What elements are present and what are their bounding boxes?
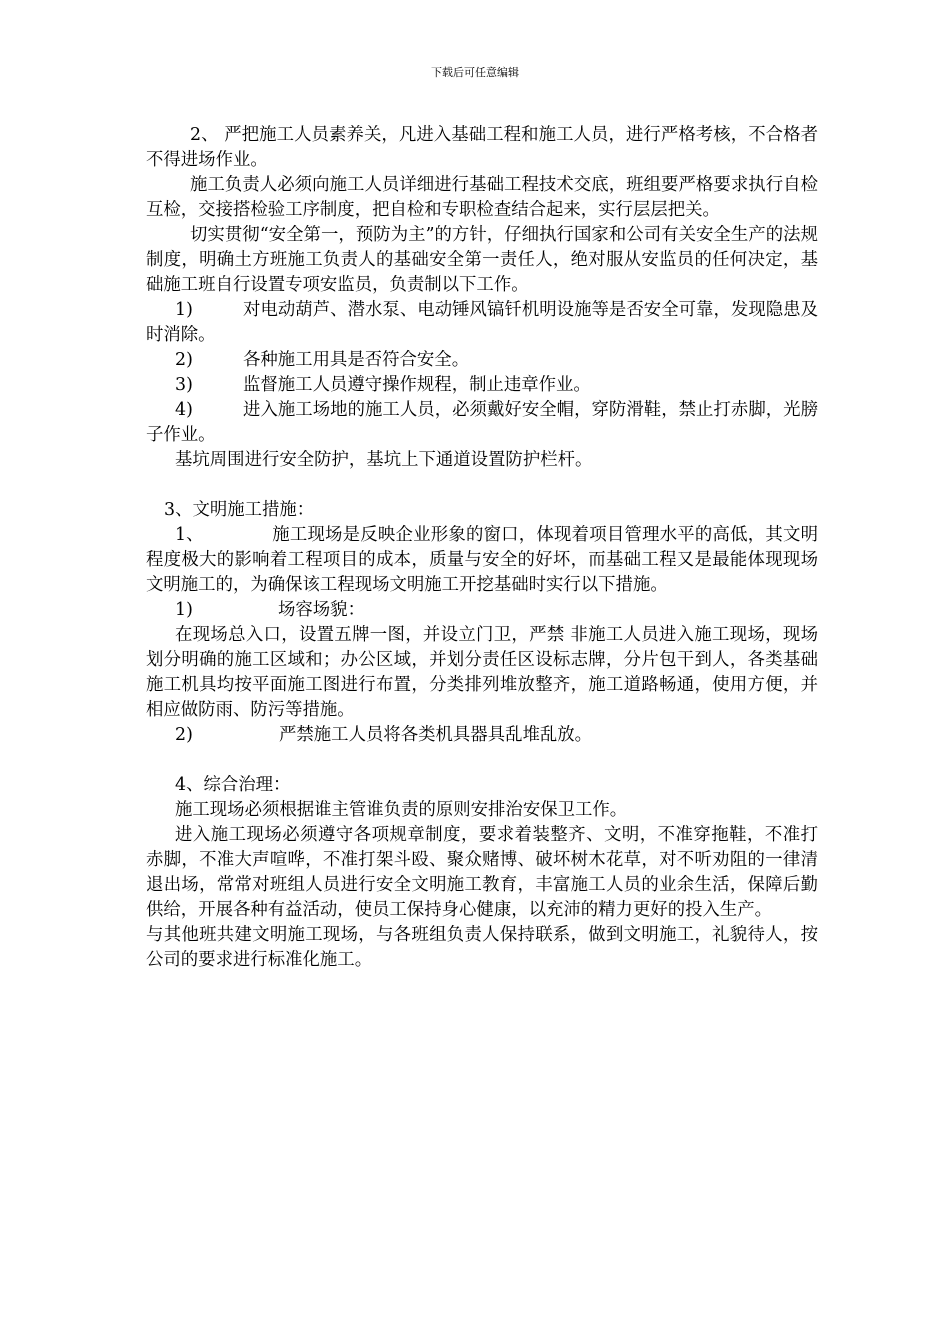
list-number: 2)	[175, 725, 193, 745]
list-text: 进入施工场地的施工人员，必须戴好安全帽，穿防滑鞋，禁止打赤脚，光膀子作业。	[146, 400, 818, 445]
list-item	[146, 598, 818, 623]
list-text: 施工现场是反映企业形象的窗口，体现着项目管理水平的高低，其文明程度极大的影响着工程项目的成本，质量与安全的好坏，而基础工程又是最能体现现场文明施工的，为确保该工程现场文明施工开挖基础时实行以下措施。	[146, 525, 818, 595]
section-title-civilized: 3、文明施工措施：	[164, 500, 315, 520]
page-header: 下载后可任意编辑	[431, 66, 519, 79]
list-number: 2)	[175, 350, 193, 370]
paragraph-tech-briefing: 施工负责人必须向施工人员详细进行基础工程技术交底，班组要严格要求执行自检互检，交接搭检验工序制度，把自检和专职检查结合起来，实行层层把关。	[146, 175, 818, 220]
list-text: 严禁施工人员将各类机具器具乱堆乱放。	[279, 725, 593, 745]
paragraph-site-appearance: 在现场总入口，设置五牌一图，并设立门卫，严禁 非施工人员进入施工现场，现场划分明确的施工区域和；办公区域，并划分责任区设标志牌，分片包干到人，各类基础施工机具均按平面施工图进行布置，分类排列堆放整齐，施工道路畅通，使用方便，并相应做防雨、防污等措施。	[146, 625, 818, 720]
section-title-governance: 4、综合治理：	[175, 775, 291, 795]
list-text: 对电动葫芦、潜水泵、电动锤风镐钎机明设施等是否安全可靠，发现隐患及时消除。	[146, 300, 818, 345]
list-number: 1)	[175, 600, 193, 620]
list-text: 监督施工人员遵守操作规程，制止违章作业。	[243, 375, 591, 395]
paragraph-pit-protection: 基坑周围进行安全防护，基坑上下通道设置防护栏杆。	[175, 450, 593, 470]
list-number: 4)	[175, 400, 193, 420]
list-item	[146, 373, 818, 398]
list-item	[146, 298, 818, 348]
paragraph-security: 施工现场必须根据谁主管谁负责的原则安排治安保卫工作。	[175, 800, 628, 820]
list-item	[146, 398, 818, 448]
list-item	[146, 348, 818, 373]
list-text: 各种施工用具是否符合安全。	[243, 350, 470, 370]
list-number: 1、	[175, 525, 204, 545]
paragraph-safety-policy: 切实贯彻“安全第一，预防为主”的方针，仔细执行国家和公司有关安全生产的法规制度，明确土方班施工负责人的基础安全第一责任人，绝对服从安监员的任何决定，基础施工班自行设置专项安监员，负责制以下工作。	[146, 225, 818, 295]
list-item	[146, 723, 818, 748]
paragraph-cooperation: 与其他班共建文明施工现场，与各班组负责人保持联系，做到文明施工，礼貌待人，按公司的要求进行标准化施工。	[146, 925, 818, 970]
paragraph-quality: 2、 严把施工人员素养关，凡进入基础工程和施工人员，进行严格考核，不合格者不得进场作业。	[146, 125, 818, 170]
document-body	[146, 123, 818, 973]
list-number: 1)	[175, 300, 193, 320]
list-item	[146, 523, 818, 598]
paragraph-site-rules: 进入施工现场必须遵守各项规章制度，要求着装整齐、文明，不准穿拖鞋，不准打赤脚，不准大声喧哗，不准打架斗殴、聚众赌博、破坏树木花草，对不听劝阻的一律清退出场，常常对班组人员进行安全文明施工教育，丰富施工人员的业余生活，保障后勤供给，开展各种有益活动，使员工保持身心健康，以充沛的精力更好的投入生产。	[146, 825, 818, 920]
list-text: 场容场貌：	[278, 600, 365, 620]
list-number: 3)	[175, 375, 193, 395]
